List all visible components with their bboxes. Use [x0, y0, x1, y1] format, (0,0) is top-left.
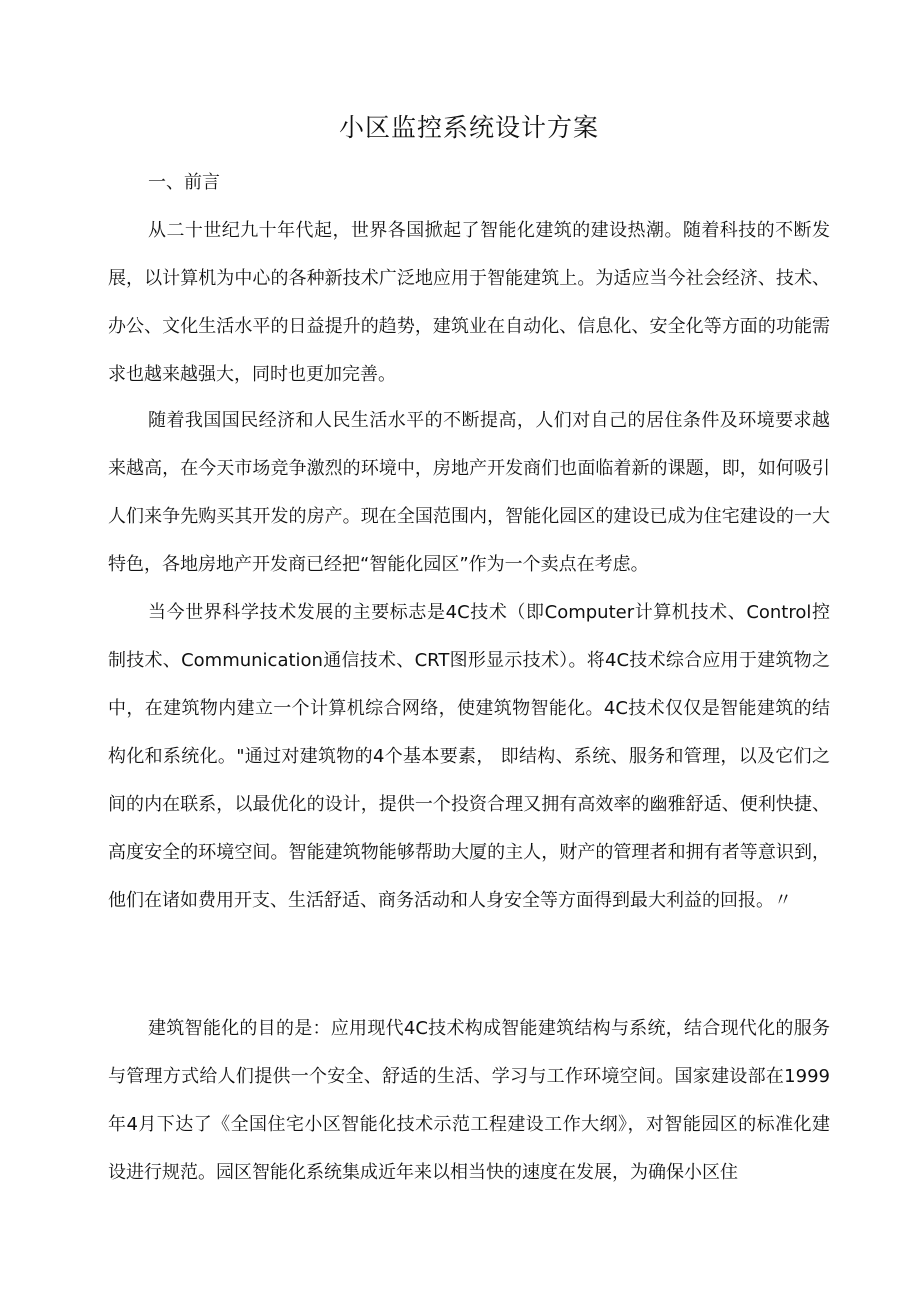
paragraph: 当今世界科学技术发展的主要标志是4C技术（即Computer计算机技术、Control控制技术、Communication通信技术、CRT图形显示技术）。将4C技术综合应用于建筑物之中，在建筑物内建立一个计算机综合网络，使建筑物智能化。4C技术仅仅是智能建筑的结构化和系统化。"通过对建筑物的4个基本要素， 即结构、系统、服务和管理，以及它们之间的内在联系，以最优化的设计，提供一个投资合理又拥有高效率的幽雅舒适、便利快捷、高度安全的环境空间。智能建筑物能够帮助大厦的主人，财产的管理者和拥有者等意识到，他们在诸如费用开支、生活舒适、商务活动和人身安全等方面得到最大利益的回报。〃 — [108, 602, 830, 911]
paragraph: 随着我国国民经济和人民生活水平的不断提高，人们对自己的居住条件及环境要求越来越高，在今天市场竞争激烈的环境中，房地产开发商们也面临着新的课题，即，如何吸引人们来争先购买其开发的房产。现在全国范围内，智能化园区的建设已成为住宅建设的一大特色，各地房地产开发商已经把“智能化园区”作为一个卖点在考虑。 — [108, 410, 830, 575]
section-heading: 一、前言 — [148, 172, 220, 193]
paragraph: 从二十世纪九十年代起，世界各国掀起了智能化建筑的建设热潮。随着科技的不断发展，以计算机为中心的各种新技术广泛地应用于智能建筑上。为适应当今社会经济、技术、办公、文化生活水平的日益提升的趋势，建筑业在自动化、信息化、安全化等方面的功能需求也越来越强大，同时也更加完善。 — [108, 220, 830, 385]
paragraph: 建筑智能化的目的是：应用现代4C技术构成智能建筑结构与系统，结合现代化的服务与管理方式给人们提供一个安全、舒适的生活、学习与工作环境空间。国家建设部在1999年4月下达了《全国住宅小区智能化技术示范工程建设工作大纲》，对智能园区的标准化建设进行规范。园区智能化系统集成近年来以相当快的速度在发展，为确保小区住 — [108, 1018, 830, 1183]
document-title: 小区监控系统设计方案 — [338, 113, 599, 142]
